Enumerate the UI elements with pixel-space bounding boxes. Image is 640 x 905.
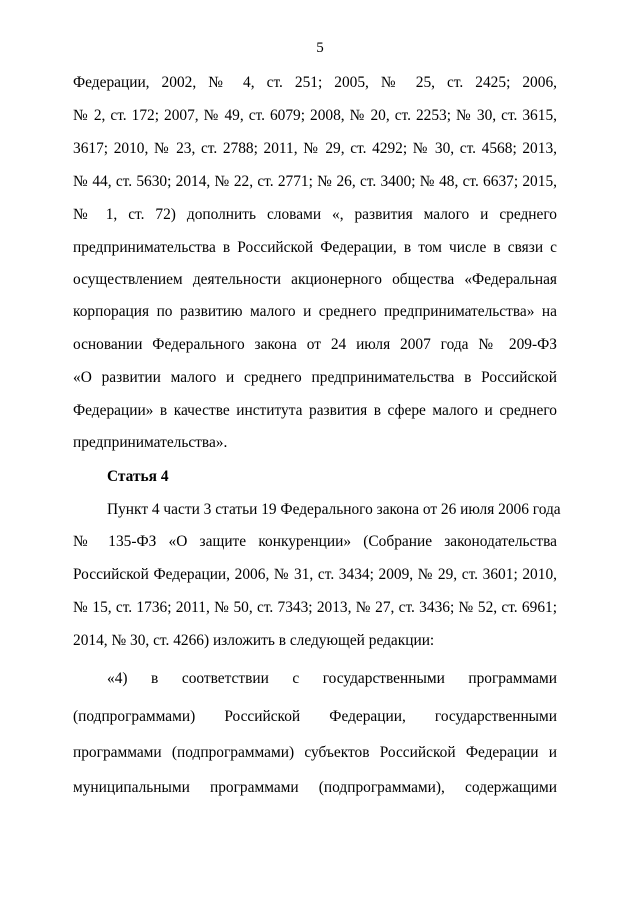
- paragraph-line: № 44, ст. 5630; 2014, № 22, ст. 2771; № 26, ст. 3400; № 48, ст. 6637; 2015,: [73, 173, 557, 190]
- paragraph-line: Пункт 4 части 3 статьи 19 Федерального закона от 26 июля 2006 года: [107, 501, 561, 518]
- paragraph-line: осуществлением деятельности акционерного общества «Федеральная: [73, 271, 557, 288]
- paragraph-line: программами (подпрограммами) субъектов Российской Федерации и: [73, 744, 557, 761]
- paragraph-line: № 1, ст. 72) дополнить словами «, развития малого и среднего: [73, 206, 557, 223]
- page-number: 5: [316, 40, 324, 56]
- paragraph-line: предпринимательства в Российской Федерации, в том числе в связи с: [73, 239, 557, 256]
- paragraph-line: «О развитии малого и среднего предпринимательства в Российской: [73, 369, 557, 386]
- paragraph-line: Российской Федерации, 2006, № 31, ст. 3434; 2009, № 29, ст. 3601; 2010,: [73, 566, 557, 583]
- paragraph-line: 2014, № 30, ст. 4266) изложить в следующей редакции:: [73, 632, 435, 649]
- paragraph-line: корпорация по развитию малого и среднего предпринимательства» на: [73, 303, 557, 320]
- paragraph-line: муниципальными программами (подпрограммами), содержащими: [73, 779, 557, 796]
- paragraph-line: № 2, ст. 172; 2007, № 49, ст. 6079; 2008, № 20, ст. 2253; № 30, ст. 3615,: [73, 107, 557, 124]
- paragraph-line: предпринимательства».: [73, 434, 228, 451]
- paragraph-line: 3617; 2010, № 23, ст. 2788; 2011, № 29, ст. 4292; № 30, ст. 4568; 2013,: [73, 140, 557, 157]
- paragraph-line: основании Федерального закона от 24 июля 2007 года № 209-ФЗ: [73, 336, 557, 353]
- paragraph-line: Федерации, 2002, № 4, ст. 251; 2005, № 25, ст. 2425; 2006,: [73, 74, 557, 91]
- paragraph-line: (подпрограммами) Российской Федерации, государственными: [73, 708, 557, 725]
- paragraph-line: Федерации» в качестве института развития в сфере малого и среднего: [73, 402, 557, 419]
- paragraph-line: «4) в соответствии с государственными программами: [107, 670, 557, 687]
- paragraph-line: № 135-ФЗ «О защите конкуренции» (Собрание законодательства: [73, 533, 557, 550]
- paragraph-line: № 15, ст. 1736; 2011, № 50, ст. 7343; 2013, № 27, ст. 3436; № 52, ст. 6961;: [73, 599, 557, 616]
- article-heading: Статья 4: [107, 468, 169, 485]
